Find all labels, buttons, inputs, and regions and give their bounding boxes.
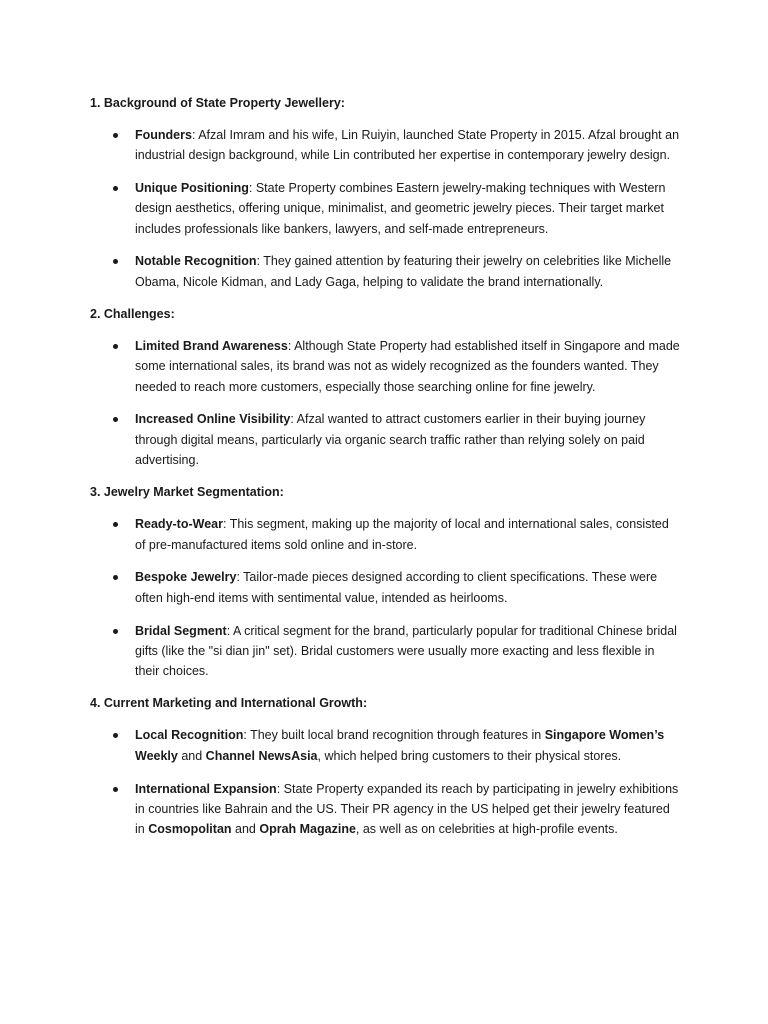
- bullet-icon: [113, 575, 118, 580]
- bullet-icon: [113, 629, 118, 634]
- bullet-term: Limited Brand Awareness: [135, 339, 288, 354]
- bullet-icon: [113, 344, 118, 349]
- body-text: : Although State Property had established itself in Singapore and made some international sales, its brand was not as widely recognized as the founders wanted. They needed to reach more customers, especially those searching online for fine jewelry.: [135, 339, 680, 394]
- bullet-term: Ready-to-Wear: [135, 517, 223, 532]
- bullet-term: Bespoke Jewelry: [135, 570, 237, 585]
- body-text: : State Property expanded its reach by participating in jewelry exhibitions in countries like Bahrain and the US. Their PR agency in the US helped get their jewelry featured in: [135, 781, 679, 837]
- body-text: : Afzal Imram and his wife, Lin Ruiyin, launched State Property in 2015. Afzal brought an industrial design background, while Lin contributed her expertise in contemporary jewelry design.: [135, 128, 680, 163]
- emphasized-text: Oprah Magazine: [259, 822, 356, 837]
- bullet-icon: [113, 259, 118, 264]
- bullet-term: Notable Recognition: [135, 254, 257, 269]
- list-item: [90, 251, 680, 292]
- bullet-list: [90, 514, 680, 681]
- bullet-icon: [113, 417, 118, 422]
- emphasized-text: Singapore Women’s Weekly: [135, 728, 665, 763]
- bullet-term: International Expansion: [135, 781, 277, 796]
- bullet-icon: [113, 522, 118, 527]
- bullet-term: Founders: [135, 128, 192, 142]
- bullet-list: [90, 725, 680, 839]
- emphasized-text: Channel NewsAsia: [205, 748, 318, 763]
- list-item: [90, 409, 680, 470]
- body-text: : This segment, making up the majority of local and international sales, consisted of pre-manufactured items sold online and in-store.: [135, 517, 669, 552]
- body-text: : State Property combines Eastern jewelry-making techniques with Western design aesthetics, offering unique, minimalist, and geometric jewelry pieces. Their target market includes professionals like bankers, lawyers, and self-made entrepreneurs.: [135, 181, 666, 236]
- list-item: [90, 336, 680, 397]
- body-text: and: [231, 822, 260, 837]
- bullet-icon: [113, 733, 118, 738]
- list-item: [90, 779, 680, 840]
- bullet-term: Bridal Segment: [135, 623, 227, 638]
- list-item: [90, 725, 680, 766]
- bullet-icon: [113, 787, 118, 792]
- body-text: : They built local brand recognition through features in: [243, 728, 545, 743]
- body-text: : Afzal wanted to attract customers earlier in their buying journey through digital means, particularly via organic search traffic rather than relying solely on paid advertising.: [135, 412, 646, 468]
- list-item: [90, 178, 680, 239]
- body-text: : They gained attention by featuring their jewelry on celebrities like Michelle Obama, Nicole Kidman, and Lady Gaga, helping to validate the brand internationally.: [135, 254, 672, 289]
- list-item: [90, 125, 680, 166]
- bullet-term: Unique Positioning: [135, 181, 249, 196]
- body-text: , as well as on celebrities at high-profile events.: [355, 822, 618, 837]
- section-heading: 4. Current Marketing and International Growth:: [90, 696, 368, 711]
- body-text: , which helped bring customers to their physical stores.: [317, 748, 622, 763]
- section-heading: 3. Jewelry Market Segmentation:: [90, 485, 284, 500]
- section-heading: 1. Background of State Property Jewellery:: [90, 96, 345, 110]
- list-item: [90, 567, 680, 608]
- bullet-icon: [113, 133, 118, 138]
- body-text: : Tailor-made pieces designed according to client specifications. These were often high-end items with sentimental value, intended as heirlooms.: [135, 570, 658, 605]
- emphasized-text: Cosmopolitan: [148, 822, 232, 837]
- bullet-term: Local Recognition: [135, 728, 244, 743]
- bullet-term: Increased Online Visibility: [135, 412, 291, 427]
- bullet-icon: [113, 186, 118, 191]
- list-item: [90, 621, 680, 682]
- list-item: [90, 514, 680, 555]
- body-text: : A critical segment for the brand, particularly popular for traditional Chinese bridal gifts (like the "si dian jin" set). Bridal customers were usually more exacting and less flexible in their choices.: [135, 623, 677, 679]
- section-heading: 2. Challenges:: [90, 307, 175, 322]
- bullet-list: [90, 125, 680, 292]
- body-text: and: [177, 748, 206, 763]
- bullet-list: [90, 336, 680, 470]
